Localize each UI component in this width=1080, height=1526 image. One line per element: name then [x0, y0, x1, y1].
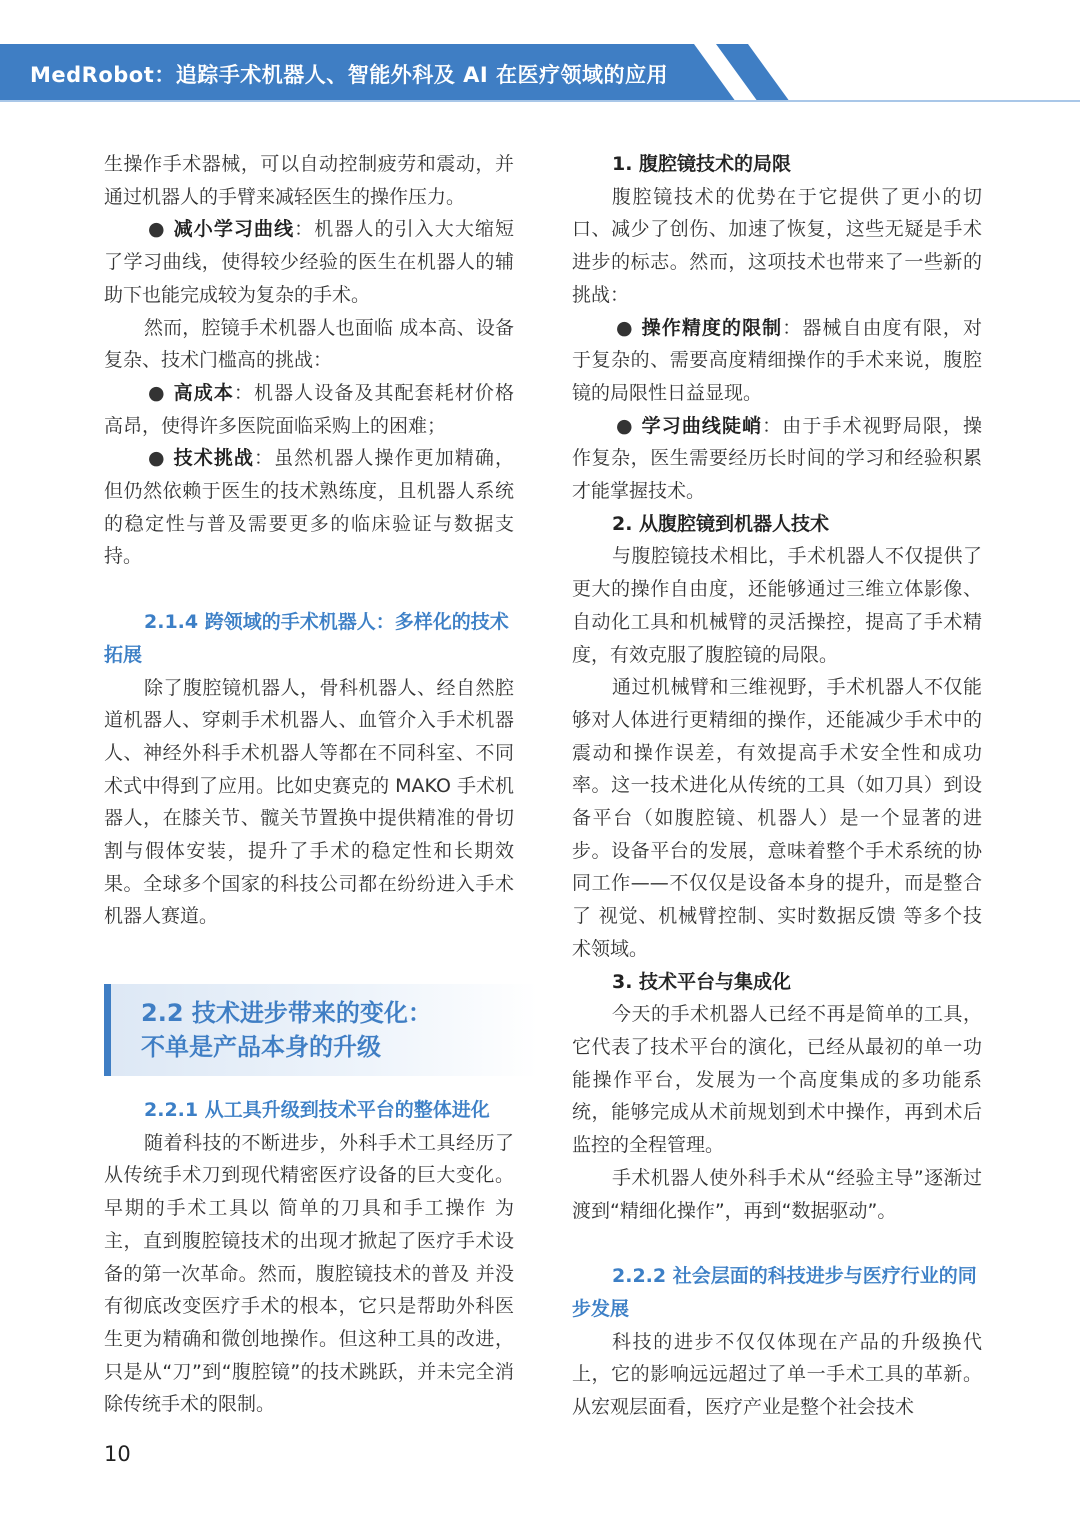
bullet-dot-icon: ●	[148, 218, 166, 241]
bullet-dot-icon: ●	[148, 447, 166, 470]
page-number: 10	[104, 1442, 131, 1466]
bullet-item	[104, 377, 514, 442]
paragraph: 随着科技的不断进步，外科手术工具经历了从传统手术刀到现代精密医疗设备的巨大变化。早期的手术工具以 简单的刀具和手工操作 为主，直到腹腔镜技术的出现才掀起了医疗手术设备的第一次革命。然而，腹腔镜技术的普及 并没有彻底改变医疗手术的根本，它只是帮助外科医生更为精确和微创地操作。但这种工具的改进，只是从“刀”到“腹腔镜”的技术跳跃，并未完全消除传统手术的限制。	[104, 1131, 514, 1416]
left-column	[104, 148, 514, 933]
paragraph: 除了腹腔镜机器人，骨科机器人、经自然腔道机器人、穿刺手术机器人、血管介入手术机器人、神经外科手术机器人等都在不同科室、不同术式中得到了应用。比如史赛克的 MAKO 手术机器人，在膝关节、髋关节置换中提供精准的骨切割与假体安装，提升了手术的稳定性和长期效果。全球多个国家的科技公司都在纷纷进入手术机器人赛道。	[104, 676, 514, 928]
section-title-line1: 2.2 技术进步带来的变化：	[141, 999, 432, 1027]
bullet-text: ：由于手术视野局限，操作复杂，医生需要经历长时间的学习和经验积累才能掌握技术。	[572, 414, 982, 503]
paragraph: 手术机器人使外科手术从“经验主导”逐渐过渡到“精细化操作”，再到“数据驱动”。	[572, 1166, 982, 1222]
bullet-term: 技术挑战	[173, 447, 254, 470]
bullet-dot-icon: ●	[148, 381, 166, 404]
bullet-term: 学习曲线陡峭	[641, 414, 763, 437]
paragraph: 科技的进步不仅仅体现在产品的升级换代上，它的影响远远超过了单一手术工具的革新。从宏观层面看，医疗产业是整个社会技术	[572, 1330, 982, 1419]
section-title-line2: 不单是产品本身的升级	[141, 1033, 381, 1061]
bullet-text: ：器械自由度有限，对于复杂的、需要高度精细操作的手术来说，腹腔镜的局限性日益显现。	[572, 316, 982, 404]
bullet-item	[572, 410, 982, 508]
paragraph: 腹腔镜技术的优势在于它提供了更小的切口、减少了创伤、加速了恢复，这些无疑是手术进步的标志。然而，这项技术也带来了一些新的挑战：	[572, 185, 982, 306]
section-heading-box	[104, 984, 538, 1076]
bullet-text: ：机器人的引入大大缩短了学习曲线，使得较少经验的医生在机器人的辅助下也能完成较为复杂的手术。	[104, 218, 514, 306]
bullet-dot-icon: ●	[616, 316, 634, 339]
paragraph: 然而，腔镜手术机器人也面临 成本高、设备复杂、技术门槛高的挑战：	[104, 316, 514, 372]
bullet-item	[104, 442, 514, 573]
bullet-term: 操作精度的限制	[641, 316, 783, 339]
bullet-term: 减小学习曲线	[173, 218, 295, 241]
paragraph: 生操作手术器械，可以自动控制疲劳和震动，并通过机器人的手臂来减轻医生的操作压力。	[104, 153, 514, 208]
paragraph: 今天的手术机器人已经不再是简单的工具，它代表了技术平台的演化，已经从最初的单一功能操作平台，发展为一个高度集成的多功能系统，能够完成从术前规划到术中操作，再到术后监控的全程管理。	[572, 1003, 982, 1157]
right-column	[572, 148, 982, 1424]
paragraph: 与腹腔镜技术相比，手术机器人不仅提供了更大的操作自由度，还能够通过三维立体影像、自动化工具和机械臂的灵活操控，提高了手术精度，有效克服了腹腔镜的局限。	[572, 545, 982, 666]
paragraph: 通过机械臂和三维视野，手术机器人不仅能够对人体进行更精细的操作，还能减少手术中的 震动和操作误差，有效提高手术安全性和成功率。这一技术进化从传统的工具（如刀具）到设备平台（如腹腔镜、机器人）是一个显著的进步。设备平台的发展，意味着整个手术系统的协同工作——不仅仅是设备本身的提升，而是整合了 视觉、机械臂控制、实时数据反馈 等多个技术领域。	[572, 676, 982, 960]
bullet-text: ：虽然机器人操作更加精确，但仍然依赖于医生的技术熟练度，且机器人系统的稳定性与普及需要更多的临床验证与数据支持。	[104, 447, 514, 568]
numbered-heading: 2. 从腹腔镜到机器人技术	[612, 512, 830, 535]
bullet-term: 高成本	[173, 381, 234, 404]
numbered-heading: 1. 腹腔镜技术的局限	[612, 153, 792, 175]
numbered-heading: 3. 技术平台与集成化	[612, 970, 792, 993]
header-banner	[0, 44, 1080, 106]
subsection-heading: 2.2.1 从工具升级到技术平台的整体进化	[144, 1099, 490, 1121]
subsection-heading: 2.1.4 跨领域的手术机器人：多样化的技术拓展	[104, 611, 509, 666]
subsection-heading: 2.2.2 社会层面的科技进步与医疗行业的同步发展	[572, 1265, 977, 1320]
header-title: MedRobot：追踪手术机器人、智能外科及 AI 在医疗领域的应用	[30, 63, 668, 87]
bullet-item	[104, 213, 514, 311]
bullet-text: ：机器人设备及其配套耗材价格高昂，使得许多医院面临采购上的困难；	[104, 381, 514, 437]
left-column-lower	[104, 1094, 514, 1421]
bullet-item	[572, 312, 982, 410]
bullet-dot-icon: ●	[616, 414, 634, 437]
